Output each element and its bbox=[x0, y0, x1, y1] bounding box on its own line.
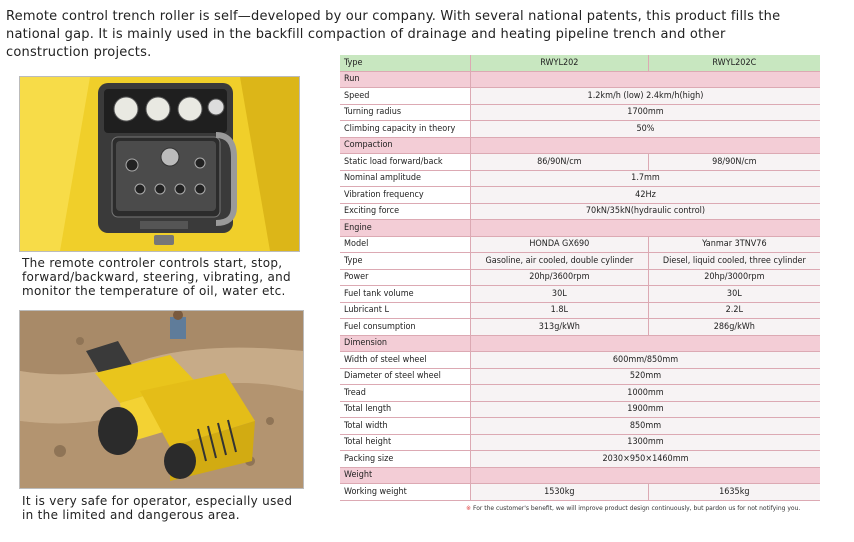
spec-row-turning-radius bbox=[340, 104, 820, 121]
row-label: Climbing capacity in theory bbox=[340, 121, 471, 138]
spec-section-weight bbox=[340, 467, 820, 484]
spec-row-exciting-force bbox=[340, 203, 820, 220]
row-label: Nominal amplitude bbox=[340, 170, 471, 187]
intro-paragraph: Remote control trench roller is self—developed by our company. With several national patents, this product fills the national gap. It is mainly used in the backfill compaction of drainage and heating pipeline trench and other construction projects. bbox=[6, 9, 781, 60]
row-value-1: 20hp/3600rpm bbox=[471, 269, 649, 286]
row-label: Total height bbox=[340, 434, 471, 451]
row-value: 2030×950×1460mm bbox=[471, 451, 821, 468]
row-value-2: 30L bbox=[648, 286, 820, 303]
spec-row-climbing bbox=[340, 121, 820, 138]
row-label: Working weight bbox=[340, 484, 471, 501]
row-label: Lubricant L bbox=[340, 302, 471, 319]
spec-section-compaction bbox=[340, 137, 820, 154]
row-value: 600mm/850mm bbox=[471, 352, 821, 369]
row-value-2: 2.2L bbox=[648, 302, 820, 319]
row-value-1: 1530kg bbox=[471, 484, 649, 501]
row-label: Speed bbox=[340, 88, 471, 105]
section-label: Run bbox=[340, 71, 471, 88]
row-value: 1900mm bbox=[471, 401, 821, 418]
section-label: Engine bbox=[340, 220, 471, 237]
spec-row-tread bbox=[340, 385, 820, 402]
row-value: 520mm bbox=[471, 368, 821, 385]
row-value-2: 98/90N/cm bbox=[648, 154, 820, 171]
controller-caption: The remote controler controls start, stop, forward/backward, steering, vibrating, and monitor the temperature of oil, water etc. bbox=[22, 256, 291, 298]
spec-row-packing-size bbox=[340, 451, 820, 468]
row-value-2: 20hp/3000rpm bbox=[648, 269, 820, 286]
spec-row-total-width bbox=[340, 418, 820, 435]
row-value-2: Yanmar 3TNV76 bbox=[648, 236, 820, 253]
row-label: Packing size bbox=[340, 451, 471, 468]
spec-row-wheel-width bbox=[340, 352, 820, 369]
row-label: Static load forward/back bbox=[340, 154, 471, 171]
row-label: Turning radius bbox=[340, 104, 471, 121]
controller-illustration bbox=[20, 77, 299, 251]
row-label: Exciting force bbox=[340, 203, 471, 220]
spec-row-frequency bbox=[340, 187, 820, 204]
row-value-1: 313g/kWh bbox=[471, 319, 649, 336]
row-value-2: Diesel, liquid cooled, three cylinder bbox=[648, 253, 820, 270]
spec-row-static-load bbox=[340, 154, 820, 171]
row-value: 50% bbox=[471, 121, 821, 138]
section-label: Dimension bbox=[340, 335, 471, 352]
row-label: Total length bbox=[340, 401, 471, 418]
row-value: 1.2km/h (low) 2.4km/h(high) bbox=[471, 88, 821, 105]
row-value: 1000mm bbox=[471, 385, 821, 402]
safety-caption: It is very safe for operator, especially used in the limited and dangerous area. bbox=[22, 494, 293, 522]
row-value: 1.7mm bbox=[471, 170, 821, 187]
row-value: 850mm bbox=[471, 418, 821, 435]
row-value-1: 86/90N/cm bbox=[471, 154, 649, 171]
row-label: Power bbox=[340, 269, 471, 286]
row-label: Vibration frequency bbox=[340, 187, 471, 204]
row-value: 1300mm bbox=[471, 434, 821, 451]
row-label: Width of steel wheel bbox=[340, 352, 471, 369]
trench-illustration bbox=[20, 311, 303, 488]
row-label: Fuel consumption bbox=[340, 319, 471, 336]
row-value: 42Hz bbox=[471, 187, 821, 204]
spec-row-speed bbox=[340, 88, 820, 105]
row-value-2: 1635kg bbox=[648, 484, 820, 501]
row-label: Diameter of steel wheel bbox=[340, 368, 471, 385]
footnote-text: For the customer's benefit, we will improve product design continuously, but pardon us for not notifying you. bbox=[472, 505, 801, 512]
row-label: Type bbox=[340, 253, 471, 270]
spec-row-fuel-consumption bbox=[340, 319, 820, 336]
spec-header-row bbox=[340, 55, 820, 71]
footnote bbox=[466, 505, 800, 512]
spec-section-run bbox=[340, 71, 820, 88]
spec-row-total-length bbox=[340, 401, 820, 418]
spec-row-model bbox=[340, 236, 820, 253]
spec-row-lubricant bbox=[340, 302, 820, 319]
spec-row-working-weight bbox=[340, 484, 820, 501]
spec-section-engine bbox=[340, 220, 820, 237]
section-label: Weight bbox=[340, 467, 471, 484]
spec-header-model-1: RWYL202 bbox=[471, 55, 649, 71]
spec-table bbox=[340, 55, 820, 501]
section-label: Compaction bbox=[340, 137, 471, 154]
spec-row-engine-type bbox=[340, 253, 820, 270]
row-label: Model bbox=[340, 236, 471, 253]
spec-header-model-2: RWYL202C bbox=[648, 55, 820, 71]
row-value-1: Gasoline, air cooled, double cylinder bbox=[471, 253, 649, 270]
row-value-1: HONDA GX690 bbox=[471, 236, 649, 253]
row-label: Fuel tank volume bbox=[340, 286, 471, 303]
spec-header-label: Type bbox=[340, 55, 471, 71]
spec-section-dimension bbox=[340, 335, 820, 352]
spec-row-total-height bbox=[340, 434, 820, 451]
footnote-mark: ※ bbox=[466, 505, 472, 512]
row-label: Tread bbox=[340, 385, 471, 402]
spec-row-fuel-tank bbox=[340, 286, 820, 303]
spec-row-wheel-diameter bbox=[340, 368, 820, 385]
row-value: 70kN/35kN(hydraulic control) bbox=[471, 203, 821, 220]
spec-row-amplitude bbox=[340, 170, 820, 187]
trench-photo bbox=[19, 310, 304, 489]
controller-photo bbox=[19, 76, 300, 252]
row-value-1: 30L bbox=[471, 286, 649, 303]
row-value-2: 286g/kWh bbox=[648, 319, 820, 336]
spec-row-power bbox=[340, 269, 820, 286]
row-value: 1700mm bbox=[471, 104, 821, 121]
row-value-1: 1.8L bbox=[471, 302, 649, 319]
row-label: Total width bbox=[340, 418, 471, 435]
